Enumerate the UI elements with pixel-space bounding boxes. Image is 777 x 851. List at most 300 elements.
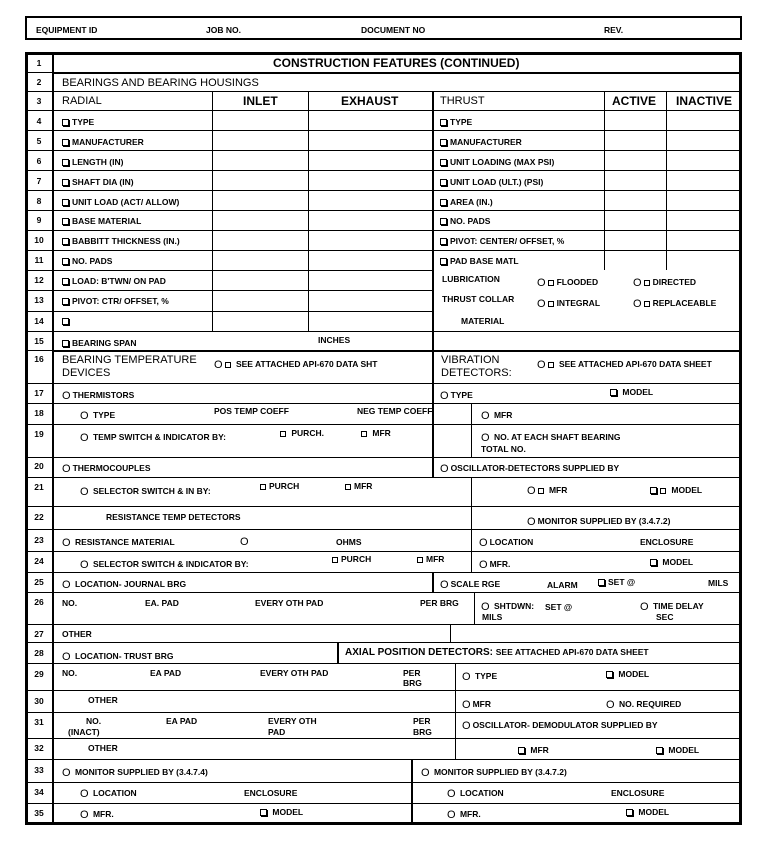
radio-circle-icon[interactable]: O xyxy=(80,559,89,571)
radio-circle-icon[interactable]: O xyxy=(440,463,449,475)
row-line xyxy=(52,150,741,151)
row-line xyxy=(52,403,741,404)
checkbox-icon[interactable] xyxy=(660,488,666,494)
no-each-shaft-bearing[interactable]: O NO. AT EACH SHAFT BEARING xyxy=(481,432,621,444)
see-attached-api670-sht[interactable]: O SEE ATTACHED API-670 DATA SHT xyxy=(214,359,378,371)
trust-no: NO. xyxy=(62,668,78,678)
thrust-header: THRUST xyxy=(440,95,485,107)
radial-item-length[interactable]: LENGTH (IN) xyxy=(62,157,123,167)
thermocouples[interactable]: O THERMOCOUPLES xyxy=(62,463,151,475)
row-number-line xyxy=(25,210,52,211)
bearing-span[interactable]: BEARING SPAN xyxy=(62,338,137,348)
active-col-line xyxy=(604,91,605,270)
row-line xyxy=(52,624,741,625)
row-number: 15 xyxy=(34,336,44,346)
checkbox-icon[interactable] xyxy=(62,238,69,245)
radio-circle-icon[interactable]: O xyxy=(527,516,536,528)
radio-circle-icon[interactable]: O xyxy=(80,809,89,821)
row-number-line xyxy=(25,738,52,739)
row-number-line xyxy=(25,572,52,573)
resistance-material[interactable]: O RESISTANCE MATERIAL xyxy=(62,537,175,549)
row-line xyxy=(52,782,741,783)
checkbox-icon[interactable] xyxy=(644,301,650,307)
radio-circle-icon[interactable]: O xyxy=(633,277,642,289)
checkbox-icon[interactable] xyxy=(62,278,69,285)
see-attached-api670-sheet[interactable]: O SEE ATTACHED API-670 DATA SHEET xyxy=(537,359,712,371)
radial-item-babbitt[interactable]: BABBITT THICKNESS (IN.) xyxy=(62,236,180,246)
selector-purch[interactable]: PURCH xyxy=(260,481,299,491)
checkbox-icon[interactable] xyxy=(610,389,617,396)
row-line xyxy=(25,72,52,73)
radial-item-unit-load[interactable]: UNIT LOAD (ACT/ ALLOW) xyxy=(62,197,179,207)
oscillator-detectors[interactable]: O OSCILLATOR-DETECTORS SUPPLIED BY xyxy=(440,463,620,475)
row-number-line xyxy=(25,712,52,713)
oscillator-demodulator[interactable]: O OSCILLATOR- DEMODULATOR SUPPLIED BY xyxy=(462,720,658,732)
shutdown-set: SET @ xyxy=(545,602,573,612)
row-number-line xyxy=(25,663,52,664)
radial-item-base-material[interactable]: BASE MATERIAL xyxy=(62,216,141,226)
radio-circle-icon[interactable]: O xyxy=(80,486,89,498)
radial-item-manufacturer[interactable]: MANUFACTURER xyxy=(62,137,144,147)
row-number: 25 xyxy=(34,577,44,587)
thrust-item-unit-loading[interactable]: UNIT LOADING (MAX PSI) xyxy=(440,157,554,167)
row-line xyxy=(52,230,741,231)
radio-circle-icon[interactable]: O xyxy=(462,699,471,711)
checkbox-icon[interactable] xyxy=(598,579,605,586)
thrust-collar-label: THRUST COLLAR xyxy=(442,294,515,304)
selector-switch-indicator[interactable]: O SELECTOR SWITCH & INDICATOR BY: xyxy=(80,559,249,571)
row-line xyxy=(52,170,741,171)
journal-no: NO. xyxy=(62,598,78,608)
row-number-line xyxy=(25,477,52,478)
checkbox-icon[interactable] xyxy=(62,318,69,325)
radio-circle-icon[interactable]: O xyxy=(633,298,642,310)
row-number: 8 xyxy=(36,196,42,206)
location-trust-brg[interactable]: O LOCATION- TRUST BRG xyxy=(62,651,174,663)
trust-ea-pad: EA PAD xyxy=(150,668,182,678)
checkbox-icon[interactable] xyxy=(440,179,447,186)
mid-divider xyxy=(411,759,413,825)
enclosure-right: ENCLOSURE xyxy=(611,788,665,798)
radio-circle-icon[interactable]: O xyxy=(537,298,546,310)
row-number-line xyxy=(25,250,52,251)
row-number: 5 xyxy=(36,136,42,146)
row-line xyxy=(52,210,741,211)
radial-item-pivot[interactable]: PIVOT: CTR/ OFFSET, % xyxy=(62,296,169,306)
row-line xyxy=(52,424,741,425)
axial-type[interactable]: O TYPE xyxy=(462,671,498,683)
radio-circle-icon[interactable]: O xyxy=(447,788,456,800)
ohms-label: OHMS xyxy=(336,537,362,547)
osc-mfr[interactable]: O MFR xyxy=(527,485,568,497)
checkbox-icon[interactable] xyxy=(440,258,447,265)
radio-circle-icon[interactable]: O xyxy=(481,601,490,613)
radio-circle-icon[interactable]: O xyxy=(214,359,223,371)
row-line xyxy=(52,383,741,384)
axial-no-required[interactable]: O NO. REQUIRED xyxy=(606,699,682,711)
radio-circle-icon[interactable]: O xyxy=(447,809,456,821)
checkbox-icon[interactable] xyxy=(62,340,69,347)
row-number: 28 xyxy=(34,648,44,658)
thrust-item-pivot[interactable]: PIVOT: CENTER/ OFFSET, % xyxy=(440,236,564,246)
mid-divider xyxy=(432,572,434,592)
monitor-supplied-3472-b[interactable]: O MONITOR SUPPLIED BY (3.4.7.2) xyxy=(421,767,567,779)
checkbox-icon[interactable] xyxy=(332,557,338,563)
inact-brg: BRG xyxy=(413,727,432,737)
row-line xyxy=(52,91,741,92)
checkbox-icon[interactable] xyxy=(440,238,447,245)
radio-circle-icon[interactable]: O xyxy=(481,432,490,444)
mid-divider xyxy=(471,477,472,572)
time-delay-sec: SEC xyxy=(656,612,674,622)
row-number-line xyxy=(25,270,52,271)
radio-circle-icon[interactable]: O xyxy=(62,651,71,663)
checkbox-icon[interactable] xyxy=(656,747,663,754)
inactive-header: INACTIVE xyxy=(676,94,733,108)
inact-pad: PAD xyxy=(268,727,286,737)
radio-circle-icon[interactable]: O xyxy=(537,277,546,289)
thrust-item-manufacturer[interactable]: MANUFACTURER xyxy=(440,137,522,147)
row-line xyxy=(52,759,741,760)
row-number: 14 xyxy=(34,316,44,326)
other-27: OTHER xyxy=(62,629,92,639)
thrust-item-type[interactable]: TYPE xyxy=(440,117,472,127)
journal-per-brg: PER BRG xyxy=(420,598,459,608)
thrust-collar-integral[interactable]: O INTEGRAL xyxy=(537,298,601,310)
lubrication-flooded[interactable]: O FLOODED xyxy=(537,277,599,289)
checkbox-icon[interactable] xyxy=(548,280,554,286)
checkbox-icon[interactable] xyxy=(548,362,554,368)
vib-mfr[interactable]: O MFR xyxy=(481,410,513,422)
selector-switch-in[interactable]: O SELECTOR SWITCH & IN BY: xyxy=(80,486,211,498)
selector24-purch[interactable]: PURCH xyxy=(332,554,371,564)
journal-ea-pad: EA. PAD xyxy=(145,598,179,608)
radio-circle-icon[interactable]: O xyxy=(62,579,71,591)
scale-range[interactable]: O SCALE RGE xyxy=(440,579,501,591)
active-header: ACTIVE xyxy=(612,94,657,108)
checkbox-icon[interactable] xyxy=(440,218,447,225)
checkbox-icon[interactable] xyxy=(345,484,351,490)
radio-circle-icon[interactable]: O xyxy=(462,671,471,683)
radio-circle-icon[interactable]: O xyxy=(80,410,89,422)
radio-circle-icon[interactable]: O xyxy=(640,601,649,613)
row-number-line xyxy=(25,551,52,552)
checkbox-icon[interactable] xyxy=(62,159,69,166)
radial-thrust-divider xyxy=(432,91,434,350)
inact-every-oth: EVERY OTH xyxy=(268,716,317,726)
thermistor-type[interactable]: O TYPE xyxy=(80,410,116,422)
row-number: 1 xyxy=(36,58,42,68)
row-number: 24 xyxy=(34,556,44,566)
mid-divider xyxy=(474,592,475,624)
temp-switch-purch[interactable]: PURCH. xyxy=(280,428,324,438)
row-number-line xyxy=(25,91,52,92)
total-no: TOTAL NO. xyxy=(481,444,526,454)
radio-circle-icon[interactable]: O xyxy=(479,537,488,549)
row-number-line xyxy=(25,311,52,312)
radio-circle-icon[interactable]: O xyxy=(62,463,71,475)
row-number: 29 xyxy=(34,669,44,679)
thrust-item-pad-base[interactable]: PAD BASE MATL xyxy=(440,256,519,266)
osc-model[interactable]: MODEL xyxy=(650,485,702,495)
row-line xyxy=(52,130,741,131)
row-number: 16 xyxy=(34,354,44,364)
row-number-line xyxy=(25,642,52,643)
radial-item-type[interactable]: TYPE xyxy=(62,117,94,127)
thrust-item-area[interactable]: AREA (IN.) xyxy=(440,197,493,207)
row-number: 18 xyxy=(34,408,44,418)
radio-circle-icon[interactable]: O xyxy=(479,559,488,571)
row-number: 30 xyxy=(34,696,44,706)
row-number-line xyxy=(25,424,52,425)
monitor-mfr[interactable]: O MFR. xyxy=(479,559,511,571)
row-line xyxy=(52,592,741,593)
osc-demod-mfr[interactable]: MFR xyxy=(518,745,549,755)
row-number: 19 xyxy=(34,429,44,439)
location-journal-brg[interactable]: O LOCATION- JOURNAL BRG xyxy=(62,579,187,591)
radio-circle-icon[interactable]: O xyxy=(240,536,249,548)
checkbox-icon[interactable] xyxy=(62,298,69,305)
trust-per: PER xyxy=(403,668,421,678)
axial-model[interactable]: MODEL xyxy=(606,669,649,679)
mfr-left[interactable]: O MFR. xyxy=(80,809,114,821)
row-number-line xyxy=(25,782,52,783)
checkbox-icon[interactable] xyxy=(260,809,267,816)
mid-divider xyxy=(432,350,434,458)
row-line xyxy=(52,572,741,573)
trust-every-oth-pad: EVERY OTH PAD xyxy=(260,668,329,678)
monitor-model[interactable]: MODEL xyxy=(650,557,693,567)
radio-circle-icon[interactable]: O xyxy=(62,537,71,549)
radial-item-no-pads[interactable]: NO. PADS xyxy=(62,256,112,266)
radio-circle-icon[interactable]: O xyxy=(537,359,546,371)
row-number: 20 xyxy=(34,461,44,471)
row-line xyxy=(52,529,741,530)
checkbox-icon[interactable] xyxy=(62,179,69,186)
checkbox-icon[interactable] xyxy=(225,362,231,368)
checkbox-icon[interactable] xyxy=(440,139,447,146)
radial-header: RADIAL xyxy=(62,95,102,107)
row-number: 9 xyxy=(36,215,42,225)
row-number-line xyxy=(25,290,52,291)
pos-temp-coeff: POS TEMP COEFF xyxy=(214,406,289,416)
neg-temp-coeff: NEG TEMP COEFF xyxy=(357,406,433,416)
ohms-radio[interactable] xyxy=(240,536,251,547)
inact-no: NO. xyxy=(86,716,102,726)
radio-circle-icon[interactable]: O xyxy=(527,485,536,497)
checkbox-icon[interactable] xyxy=(62,119,69,126)
row-number-line xyxy=(25,403,52,404)
radio-circle-icon[interactable]: O xyxy=(62,390,71,402)
row-line xyxy=(52,477,741,478)
row-line xyxy=(52,270,432,271)
row-number-line xyxy=(25,529,52,530)
mid-divider xyxy=(432,457,434,477)
radio-circle-icon[interactable]: O xyxy=(440,390,449,402)
checkbox-icon[interactable] xyxy=(538,488,544,494)
row-line xyxy=(52,72,741,74)
checkbox-icon[interactable] xyxy=(650,487,657,494)
checkbox-icon[interactable] xyxy=(361,431,367,437)
row-number-line xyxy=(25,690,52,691)
checkbox-icon[interactable] xyxy=(626,809,633,816)
row-number-line xyxy=(25,383,52,384)
monitor-supplied-3472[interactable]: O MONITOR SUPPLIED BY (3.4.7.2) xyxy=(527,516,671,528)
row-line xyxy=(52,551,741,552)
checkbox-icon[interactable] xyxy=(548,301,554,307)
inact-ea-pad: EA PAD xyxy=(166,716,198,726)
selector24-mfr[interactable]: MFR xyxy=(417,554,444,564)
thrust-item-no-pads[interactable]: NO. PADS xyxy=(440,216,490,226)
exhaust-header: EXHAUST xyxy=(341,94,399,108)
vibration-label: VIBRATION xyxy=(441,354,500,366)
location-right[interactable]: O LOCATION xyxy=(447,788,504,800)
mfr-right[interactable]: O MFR. xyxy=(447,809,481,821)
radio-circle-icon[interactable]: O xyxy=(440,579,449,591)
axial-mfr[interactable]: O MFR xyxy=(462,699,491,711)
checkbox-icon[interactable] xyxy=(606,671,613,678)
row-number: 12 xyxy=(34,275,44,285)
row-number-line xyxy=(25,150,52,151)
alarm-label: ALARM xyxy=(547,580,578,590)
checkbox-icon[interactable] xyxy=(62,199,69,206)
form-title: CONSTRUCTION FEATURES (CONTINUED) xyxy=(273,56,520,70)
radio-circle-icon[interactable]: O xyxy=(606,699,615,711)
thermistors[interactable]: O THERMISTORS xyxy=(62,390,135,402)
checkbox-icon[interactable] xyxy=(518,747,525,754)
checkbox-icon[interactable] xyxy=(440,159,447,166)
model-left[interactable]: MODEL xyxy=(260,807,303,817)
document-no-label: DOCUMENT NO xyxy=(361,25,426,35)
row-number: 26 xyxy=(34,597,44,607)
row-line xyxy=(52,190,741,191)
temp-switch[interactable]: O TEMP SWITCH & INDICATOR BY: xyxy=(80,432,226,444)
row-line xyxy=(52,311,432,312)
inact-label: (INACT) xyxy=(68,727,100,737)
alarm-set[interactable]: SET @ xyxy=(598,577,635,587)
row-number: 3 xyxy=(36,96,42,106)
other-32: OTHER xyxy=(88,743,118,753)
checkbox-icon[interactable] xyxy=(260,484,266,490)
section-bearings: BEARINGS AND BEARING HOUSINGS xyxy=(62,77,259,89)
row-number-line xyxy=(25,190,52,191)
checkbox-icon[interactable] xyxy=(280,431,286,437)
row-number: 33 xyxy=(34,765,44,775)
thrust-collar-replaceable[interactable]: O REPLACEABLE xyxy=(633,298,717,310)
monitor-location[interactable]: O LOCATION xyxy=(479,537,534,549)
row-number-divider xyxy=(52,52,54,825)
row-line xyxy=(52,110,741,111)
row-number: 32 xyxy=(34,743,44,753)
inlet-col-line xyxy=(212,91,213,331)
checkbox-icon[interactable] xyxy=(440,119,447,126)
inact-per: PER xyxy=(413,716,431,726)
row-number-line xyxy=(25,110,52,111)
row-number: 35 xyxy=(34,808,44,818)
bearing-temp-label: BEARING TEMPERATURE xyxy=(62,354,197,366)
thrust-collar-material: MATERIAL xyxy=(461,316,505,326)
row-number-line xyxy=(25,592,52,593)
row-number-line xyxy=(25,350,52,351)
row-number: 23 xyxy=(34,535,44,545)
alarm-mils: MILS xyxy=(708,578,729,588)
row-line xyxy=(52,663,741,664)
monitor-enclosure: ENCLOSURE xyxy=(640,537,694,547)
row-line xyxy=(52,290,432,291)
radial-item-blank[interactable] xyxy=(62,316,72,326)
checkbox-icon[interactable] xyxy=(62,139,69,146)
checkbox-icon[interactable] xyxy=(417,557,423,563)
row-line xyxy=(52,690,741,691)
checkbox-icon[interactable] xyxy=(650,559,657,566)
radial-item-shaft-dia[interactable]: SHAFT DIA (IN) xyxy=(62,177,134,187)
selector-mfr[interactable]: MFR xyxy=(345,481,372,491)
checkbox-icon[interactable] xyxy=(440,199,447,206)
shutdown[interactable]: O SHTDWN: xyxy=(481,601,535,613)
row-number-line xyxy=(25,170,52,171)
row-number-line xyxy=(25,803,52,804)
journal-every-oth-pad: EVERY OTH PAD xyxy=(255,598,324,608)
vib-model[interactable]: MODEL xyxy=(610,387,653,397)
radio-circle-icon[interactable]: O xyxy=(80,788,89,800)
row-number: 7 xyxy=(36,176,42,186)
location-left[interactable]: O LOCATION xyxy=(80,788,137,800)
rev-label: REV. xyxy=(604,25,624,35)
row-line xyxy=(52,642,741,643)
osc-demod-model[interactable]: MODEL xyxy=(656,745,699,755)
row-number-line xyxy=(25,130,52,131)
radio-circle-icon[interactable]: O xyxy=(462,720,471,732)
row-line xyxy=(52,506,741,507)
row-number: 6 xyxy=(36,156,42,166)
radio-circle-icon[interactable]: O xyxy=(421,767,430,779)
time-delay[interactable]: O TIME DELAY xyxy=(640,601,704,613)
row-line xyxy=(52,350,741,352)
row-number: 4 xyxy=(36,116,42,126)
monitor-supplied-3474[interactable]: O MONITOR SUPPLIED BY (3.4.7.4) xyxy=(62,767,208,779)
row-number: 27 xyxy=(34,629,44,639)
axial-position-detectors: AXIAL POSITION DETECTORS: SEE ATTACHED API-670 DATA SHEET xyxy=(345,647,649,658)
bearing-temp-devices: DEVICES xyxy=(62,367,111,379)
row-line xyxy=(52,331,741,332)
vib-type[interactable]: O TYPE xyxy=(440,390,473,402)
bearing-span-unit: INCHES xyxy=(318,335,351,345)
row-number: 22 xyxy=(34,512,44,522)
row-number-line xyxy=(25,457,52,458)
model-right[interactable]: MODEL xyxy=(626,807,669,817)
row-line xyxy=(52,250,741,251)
row-number: 31 xyxy=(34,717,44,727)
row-number: 13 xyxy=(34,295,44,305)
equipment-id-label: EQUIPMENT ID xyxy=(36,25,98,35)
row-number: 34 xyxy=(34,787,44,797)
temp-switch-mfr[interactable]: MFR xyxy=(361,428,391,438)
row-number: 11 xyxy=(34,255,44,265)
rtd-label: RESISTANCE TEMP DETECTORS xyxy=(106,512,241,522)
radio-circle-icon[interactable]: O xyxy=(62,767,71,779)
checkbox-icon[interactable] xyxy=(62,258,69,265)
radial-item-load[interactable]: LOAD: B'TWN/ ON PAD xyxy=(62,276,166,286)
mid-divider xyxy=(337,642,339,663)
checkbox-icon[interactable] xyxy=(62,218,69,225)
row-line xyxy=(52,712,741,713)
radio-circle-icon[interactable]: O xyxy=(80,432,89,444)
checkbox-icon[interactable] xyxy=(644,280,650,286)
thrust-item-unit-load-ult[interactable]: UNIT LOAD (ULT.) (PSI) xyxy=(440,177,543,187)
enclosure-left: ENCLOSURE xyxy=(244,788,298,798)
lubrication-directed[interactable]: O DIRECTED xyxy=(633,277,697,289)
radio-circle-icon[interactable]: O xyxy=(481,410,490,422)
